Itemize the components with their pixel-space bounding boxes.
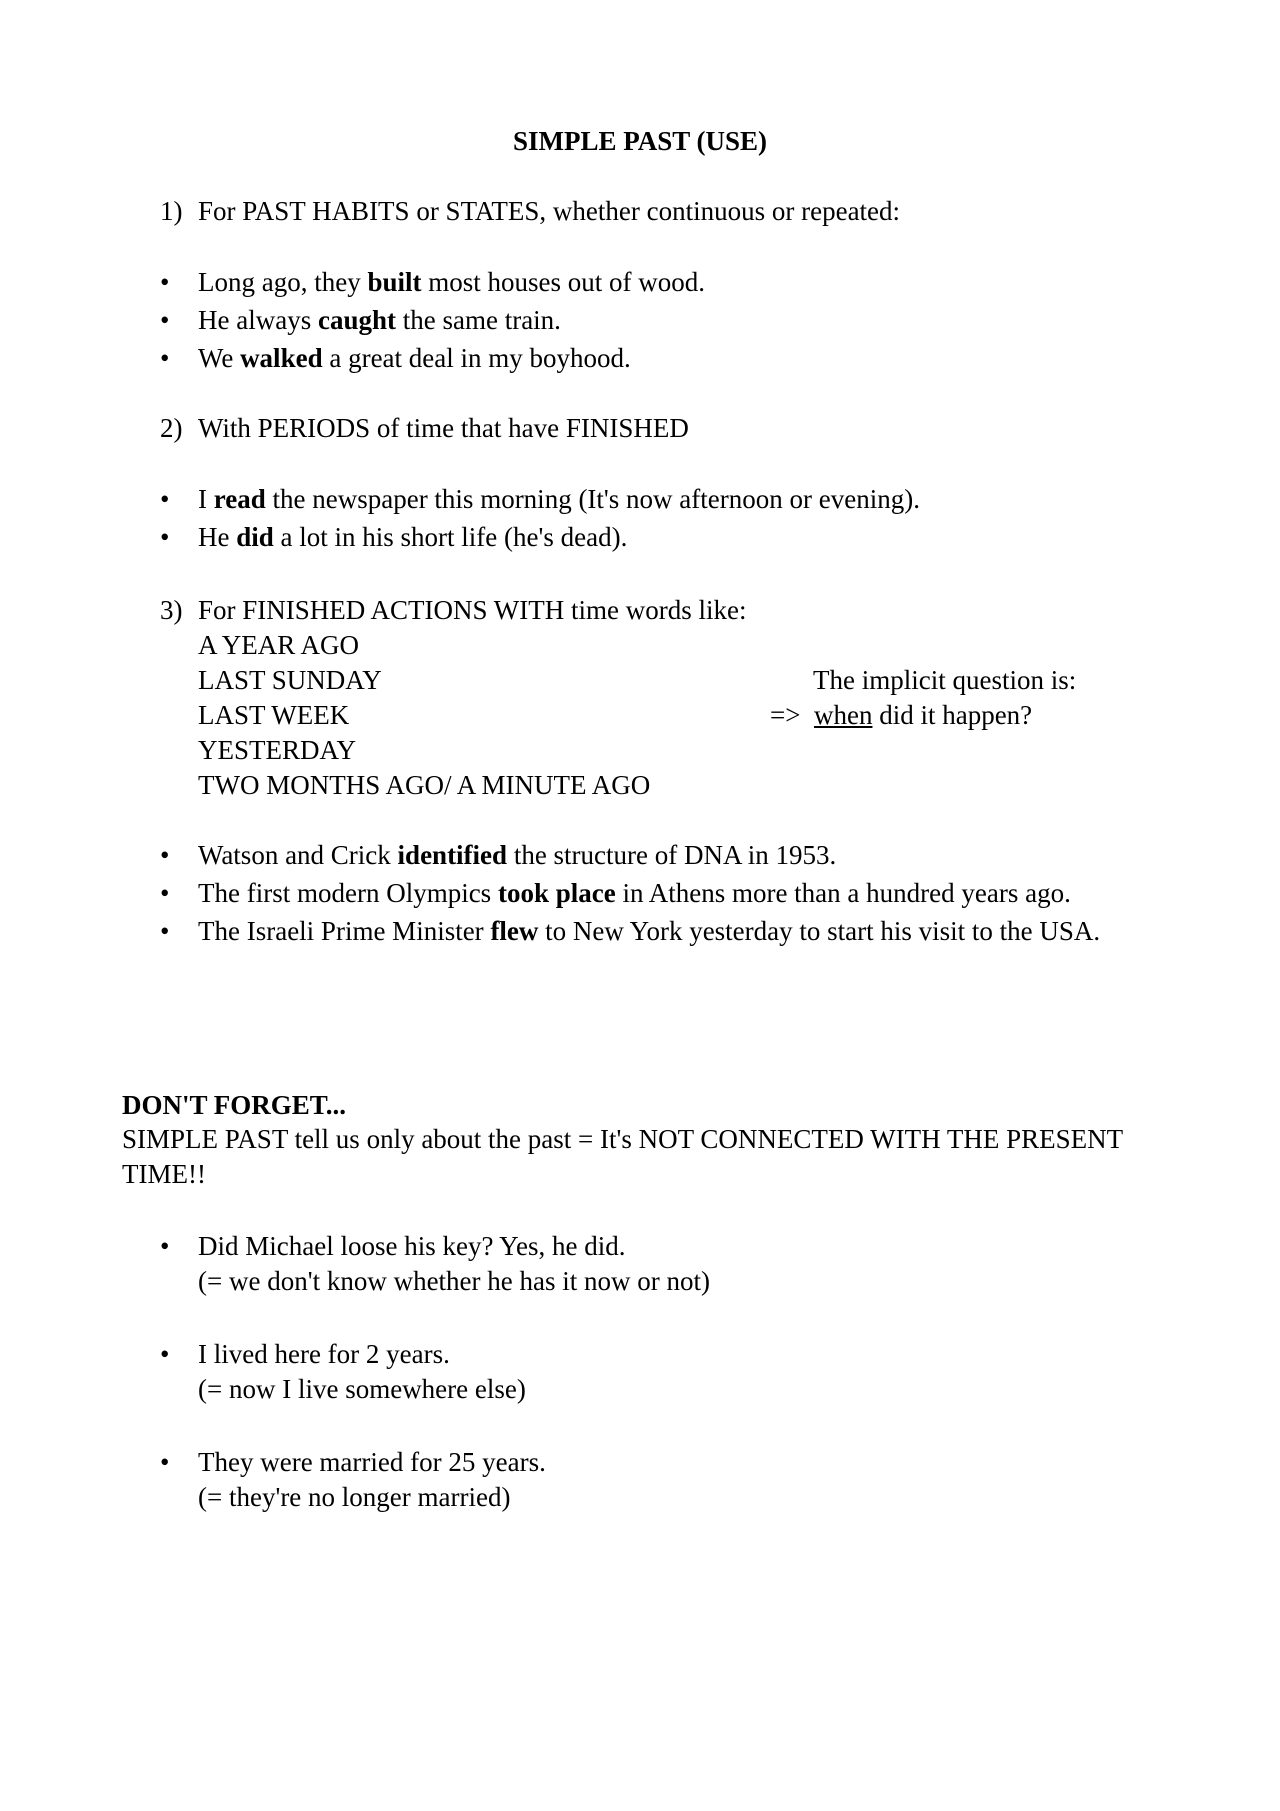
time-words-list [198,628,650,803]
dont-forget-examples [160,1229,1150,1518]
example-sentence: • They were married for 25 years. [198,1447,546,1477]
dont-forget-text: SIMPLE PAST tell us only about the past = It's NOT CONNECTED WITH THE PRESENT TIME!! [122,1124,1123,1189]
list-item: • Long ago, they built most houses out of wood. [160,265,1150,300]
question-word: when [813,700,873,730]
implicit-question-line [770,698,1150,733]
list-item: • He always caught the same train. [160,303,1150,338]
dont-forget-heading: DON'T FORGET... [122,1090,347,1120]
example-note: (= they're no longer married) [198,1482,511,1512]
list-item: • The first modern Olympics took place in Athens more than a hundred years ago. [160,876,1150,911]
time-word: LAST SUNDAY [198,665,382,695]
list-item: • We walked a great deal in my boyhood. [160,341,1150,376]
time-word: YESTERDAY [198,735,357,765]
question-rest: did it happen? [872,700,1033,730]
page-title: SIMPLE PAST (USE) [512,126,768,156]
implicit-question [770,663,1150,733]
implicit-question-label: The implicit question is: [813,665,1077,695]
list-item: • He did a lot in his short life (he's dead). [160,520,1150,555]
example-sentence: • I lived here for 2 years. [198,1339,450,1369]
list-item [160,1337,1150,1407]
list-item: • The Israeli Prime Minister flew to New York yesterday to start his visit to the USA. [160,914,1150,949]
example-note: (= we don't know whether he has it now or not) [198,1266,710,1296]
section-2-heading-text: With PERIODS of time that have FINISHED [198,413,689,443]
section-2-number: 2) [160,413,183,443]
time-word: A YEAR AGO [198,630,360,660]
arrow: => [770,700,801,730]
example-note: (= now I live somewhere else) [198,1374,526,1404]
section-1-heading [160,194,900,229]
section-3-heading-text: For FINISHED ACTIONS WITH time words like: [198,595,747,625]
time-word: TWO MONTHS AGO/ A MINUTE AGO [198,770,651,800]
section-1-examples [160,265,1150,379]
list-item: • I read the newspaper this morning (It's now afternoon or evening). [160,482,1150,517]
section-3-examples [160,838,1150,952]
list-item [160,1445,1150,1515]
section-1-number: 1) [160,196,183,226]
list-item [160,1229,1150,1299]
section-1-heading-text: For PAST HABITS or STATES, whether continuous or repeated: [198,196,901,226]
list-item: • Watson and Crick identified the structure of DNA in 1953. [160,838,1150,873]
section-3-number: 3) [160,595,183,625]
time-word: LAST WEEK [198,700,350,730]
section-2-heading [160,411,689,446]
section-3-heading [160,593,746,628]
section-2-examples [160,482,1150,558]
example-sentence: • Did Michael loose his key? Yes, he did. [198,1231,626,1261]
